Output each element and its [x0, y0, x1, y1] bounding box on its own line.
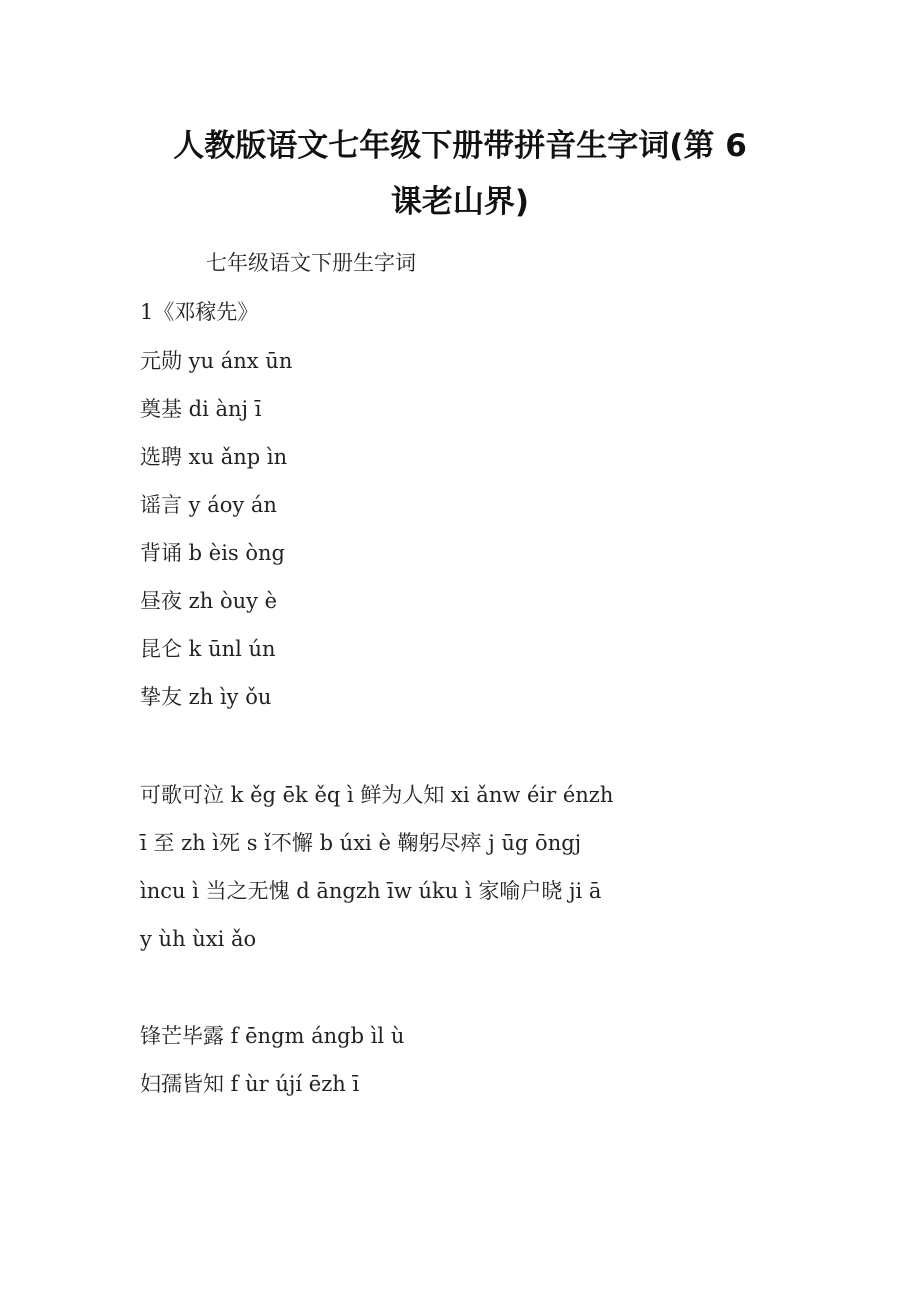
vocab-item: 奠基 di ànj ī — [140, 397, 262, 421]
vocab-item: 背诵 b èis òng — [140, 541, 286, 565]
vocab-item: 元勋 yu ánx ūn — [140, 349, 293, 373]
vocab-item: 昆仑 k ūnl ún — [140, 637, 276, 661]
vocab-item: 谣言 y áoy án — [140, 493, 277, 517]
vocab-item: 挚友 zh ìy ǒu — [140, 685, 272, 709]
vocab-item: 选聘 xu ǎnp ìn — [140, 445, 288, 469]
title-line-1: 人教版语文七年级下册带拼音生字词(第 6 — [173, 128, 747, 164]
idiom-row: ìncu ì 当之无愧 d āngzh īw úku ì 家喻户晓 ji ā — [140, 879, 602, 903]
subtitle: 七年级语文下册生字词 — [206, 251, 416, 275]
idiom-paragraph — [140, 778, 785, 970]
vocab-item: 妇孺皆知 f ùr újí ēzh ī — [140, 1072, 360, 1096]
title-line-2: 课老山界) — [390, 184, 530, 220]
lesson-heading: 1《邓稼先》 — [140, 300, 259, 324]
idiom-row: 可歌可泣 k ěg ēk ěq ì 鲜为人知 xi ǎnw éir énzh — [140, 783, 614, 807]
idiom-row: ī 至 zh ì死 s ǐ不懈 b úxi è 鞠躬尽瘁 j ūg ōngj — [140, 831, 582, 855]
idiom-row: y ùh ùxi ǎo — [140, 927, 257, 951]
vocab-list-2 — [140, 1019, 404, 1115]
vocab-item: 昼夜 zh òuy è — [140, 589, 278, 613]
vocab-list — [140, 344, 292, 728]
vocab-item: 锋芒毕露 f ēngm ángb ìl ù — [140, 1024, 405, 1048]
document-title — [120, 118, 800, 230]
